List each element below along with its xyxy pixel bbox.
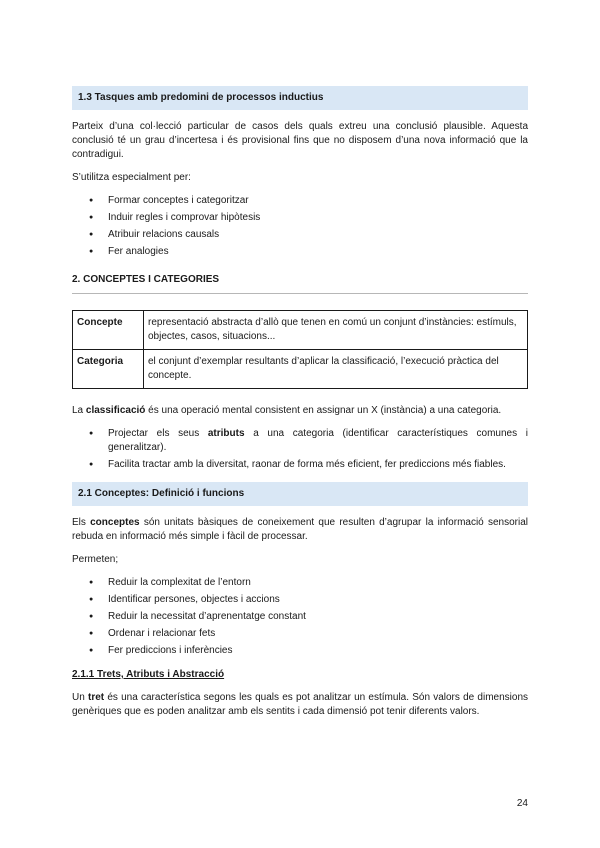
definitions-table xyxy=(72,310,528,389)
definition-cell: representació abstracta d’allò que tenen en comú un conjunt d’instàncies: estímuls, objectes, casos, situacions... xyxy=(144,311,528,350)
list-item: ● Identificar persones, objectes i accions xyxy=(72,593,528,607)
document-page xyxy=(72,86,528,728)
used-for-intro: S’utilitza especialment per: xyxy=(72,172,191,183)
list-item: ● Atribuir relacions causals xyxy=(72,228,528,242)
inductive-list xyxy=(72,194,528,259)
page-number: 24 xyxy=(516,798,528,809)
list-item: ● Reduir la complexitat de l’entorn xyxy=(72,576,528,590)
section-heading-2-1-1: 2.1.1 Trets, Atributs i Abstracció xyxy=(72,669,225,680)
divider xyxy=(72,293,528,294)
definition-cell: el conjunt d’exemplar resultants d’aplicar la classificació, l’execució pràctica del concepte. xyxy=(144,350,528,389)
tret-paragraph: Un tret és una característica segons les quals es pot analitzar un estímula. Són valors de dimensions genèriques que es poden analitzar amb els sentits i cada dimensió pot tenir diferents valors. xyxy=(72,692,529,717)
section-heading-1-3: 1.3 Tasques amb predomini de processos inductius xyxy=(72,86,528,110)
bold-term: classificació xyxy=(85,405,146,416)
term-cell: Categoria xyxy=(73,350,144,389)
list-item: ● Fer analogies xyxy=(72,245,528,259)
bold-term: tret xyxy=(88,692,105,703)
permeten-label: Permeten; xyxy=(72,554,119,565)
table-row xyxy=(73,311,528,350)
list-item: ● Facilita tractar amb la diversitat, raonar de forma més eficient, fer prediccions més fiables. xyxy=(72,458,528,472)
term-cell: Concepte xyxy=(73,311,144,350)
section-heading-2: 2. CONCEPTES I CATEGORIES xyxy=(72,274,220,285)
list-item: ● Formar conceptes i categoritzar xyxy=(72,194,528,208)
list-item: ● Induir regles i comprovar hipòtesis xyxy=(72,211,528,225)
section-heading-2-1: 2.1 Conceptes: Definició i funcions xyxy=(72,482,528,506)
list-item: ● Projectar els seus atributs a una categoria (identificar característiques comunes i generalitzar). xyxy=(72,427,528,455)
permeten-list xyxy=(72,576,528,658)
inductive-paragraph: Parteix d’una col·lecció particular de casos dels quals extreu una conclusió plausible. Aquesta conclusió té un grau d’incertesa i és provisional fins que no disposem d’una nova informació que la contradigui. xyxy=(72,121,528,160)
list-item: ● Reduir la necessitat d’aprenentatge constant xyxy=(72,610,528,624)
classificacio-paragraph: La classificació és una operació mental consistent en assignar un X (instància) a una categoria. xyxy=(72,405,502,416)
conceptes-paragraph: Els conceptes són unitats bàsiques de coneixement que resulten d’agrupar la informació sensorial rebuda en informació més simple i fàcil de processar. xyxy=(72,517,528,542)
table-row xyxy=(73,350,528,389)
list-item: ● Ordenar i relacionar fets xyxy=(72,627,528,641)
list-item: ● Fer prediccions i inferències xyxy=(72,644,528,658)
bold-term: conceptes xyxy=(90,517,140,528)
classificacio-list xyxy=(72,427,528,472)
bold-term: atributs xyxy=(207,428,245,439)
